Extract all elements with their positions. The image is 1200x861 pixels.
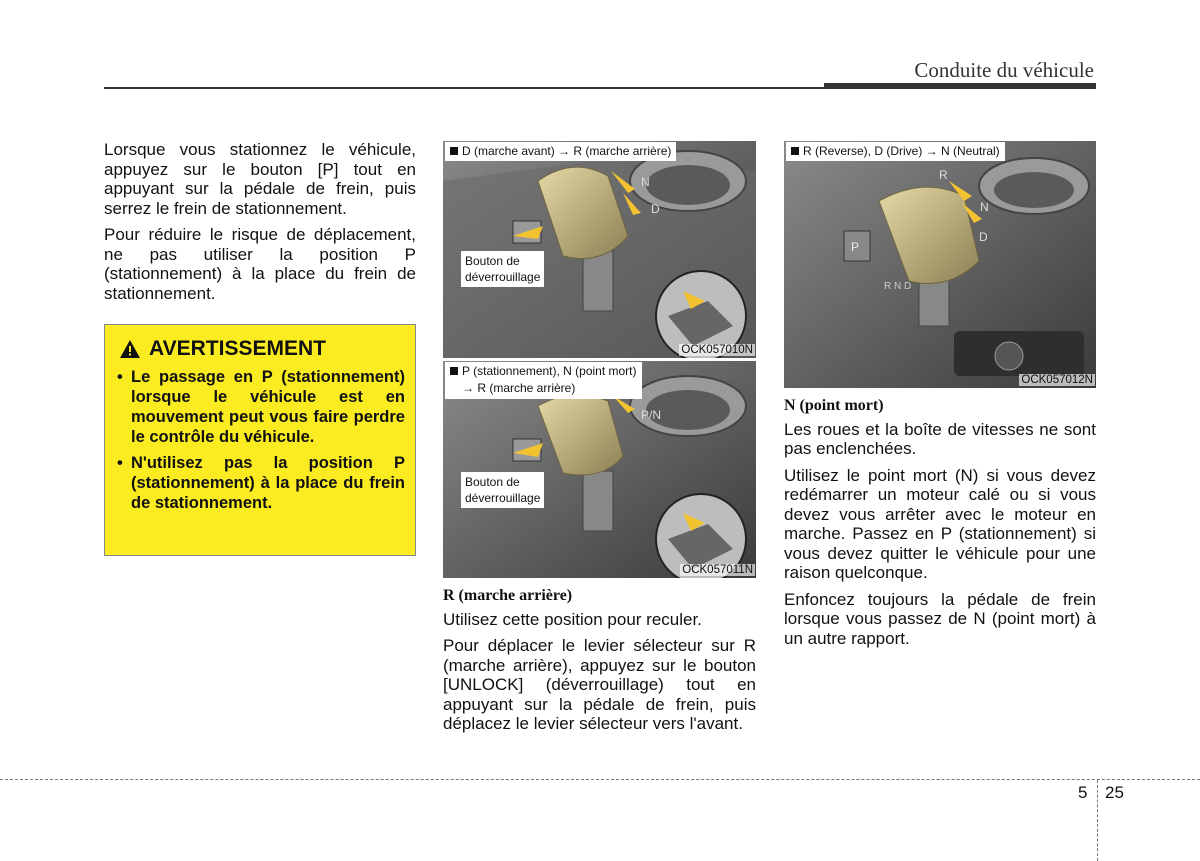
figure-caption-text: D (marche avant) → R (marche arrière) bbox=[462, 144, 672, 158]
header-rule-accent bbox=[824, 83, 1096, 89]
warning-item: • Le passage en P (stationnement) lorsque le véhicule est en mouvement peut vous faire perdre le contrôle du véhicule. bbox=[115, 367, 405, 447]
figure-code: OCK057011N bbox=[682, 564, 753, 576]
column-middle bbox=[443, 586, 756, 741]
section-heading: N (point mort) bbox=[784, 397, 884, 414]
figure-code: OCK057010N bbox=[681, 344, 753, 356]
figure-shift-r-d-to-n bbox=[784, 141, 1096, 388]
figure-caption-text: → R (marche arrière) bbox=[462, 381, 576, 395]
page-header-title: Conduite du véhicule bbox=[914, 58, 1094, 82]
label-line: Bouton de bbox=[465, 475, 520, 489]
paragraph: Lorsque vous stationnez le véhicule, appuyez sur le bouton [P] tout en appuyant sur la pédale de frein, puis serrez le frein de stationnement. bbox=[104, 140, 416, 218]
svg-text:N: N bbox=[980, 200, 989, 214]
unlock-button-label bbox=[461, 472, 544, 508]
svg-text:P/N: P/N bbox=[641, 408, 662, 422]
figure-caption bbox=[445, 362, 642, 399]
warning-heading bbox=[119, 337, 405, 361]
paragraph: Utilisez cette position pour reculer. bbox=[443, 609, 702, 629]
svg-text:R N D: R N D bbox=[884, 281, 912, 292]
warning-list bbox=[115, 367, 405, 513]
figure-caption bbox=[786, 142, 1005, 161]
svg-text:D: D bbox=[979, 230, 988, 244]
svg-text:N: N bbox=[641, 175, 650, 189]
page-number: 25 bbox=[1105, 783, 1124, 802]
footer-rule bbox=[0, 779, 1200, 780]
figure-caption-text: R (Reverse), D (Drive) → N (Neutral) bbox=[803, 144, 1000, 158]
figure-code: OCK057012N bbox=[1021, 374, 1093, 386]
paragraph: Pour déplacer le levier sélecteur sur R (marche arrière), appuyez sur le bouton [UNLOCK] (déverrouillage) tout en appuyant sur la pédale de frein, puis déplacez le levier sélecteur vers l'avant. bbox=[443, 636, 756, 733]
unlock-button-label bbox=[461, 251, 544, 287]
label-line: déverrouillage bbox=[465, 270, 541, 284]
label-line: déverrouillage bbox=[465, 491, 541, 505]
warning-box bbox=[104, 324, 416, 556]
figure-shift-p-n-to-r bbox=[443, 361, 756, 578]
gear-shifter-illustration bbox=[443, 141, 756, 358]
chapter-number: 5 bbox=[1078, 783, 1088, 802]
svg-text:P: P bbox=[851, 240, 860, 254]
warning-title: AVERTISSEMENT bbox=[149, 337, 326, 360]
column-right bbox=[784, 396, 1096, 655]
svg-text:D: D bbox=[651, 202, 660, 216]
paragraph: Enfoncez toujours la pédale de frein lorsque vous passez de N (point mort) à un autre rapport. bbox=[784, 589, 1096, 648]
paragraph: Pour réduire le risque de déplacement, ne pas utiliser la position P (stationnement) à la place du frein de stationnement. bbox=[104, 225, 416, 303]
header-rule bbox=[104, 87, 824, 89]
section-heading: R (marche arrière) bbox=[443, 587, 573, 604]
figure-caption bbox=[445, 142, 676, 161]
figure-shift-d-to-r bbox=[443, 141, 756, 358]
label-line: Bouton de bbox=[465, 254, 520, 268]
figure-caption-text: P (stationnement), N (point mort) bbox=[462, 364, 637, 378]
paragraph: Utilisez le point mort (N) si vous devez redémarrer un moteur calé ou si vous devez vous arrêter avec le moteur en marche. Passez en P (stationnement) si vous devez quitter le véhicule pour une raison quelconque. bbox=[784, 465, 1096, 582]
paragraph: Les roues et la boîte de vitesses ne sont pas enclenchées. bbox=[784, 419, 1096, 458]
column-left bbox=[104, 140, 416, 310]
footer-divider bbox=[1097, 780, 1098, 861]
warning-triangle-icon bbox=[119, 339, 141, 359]
warning-item: • N'utilisez pas la position P (stationnement) à la place du frein de stationnement. bbox=[115, 453, 405, 513]
gear-shifter-illustration bbox=[784, 141, 1096, 388]
svg-text:R: R bbox=[939, 168, 948, 182]
